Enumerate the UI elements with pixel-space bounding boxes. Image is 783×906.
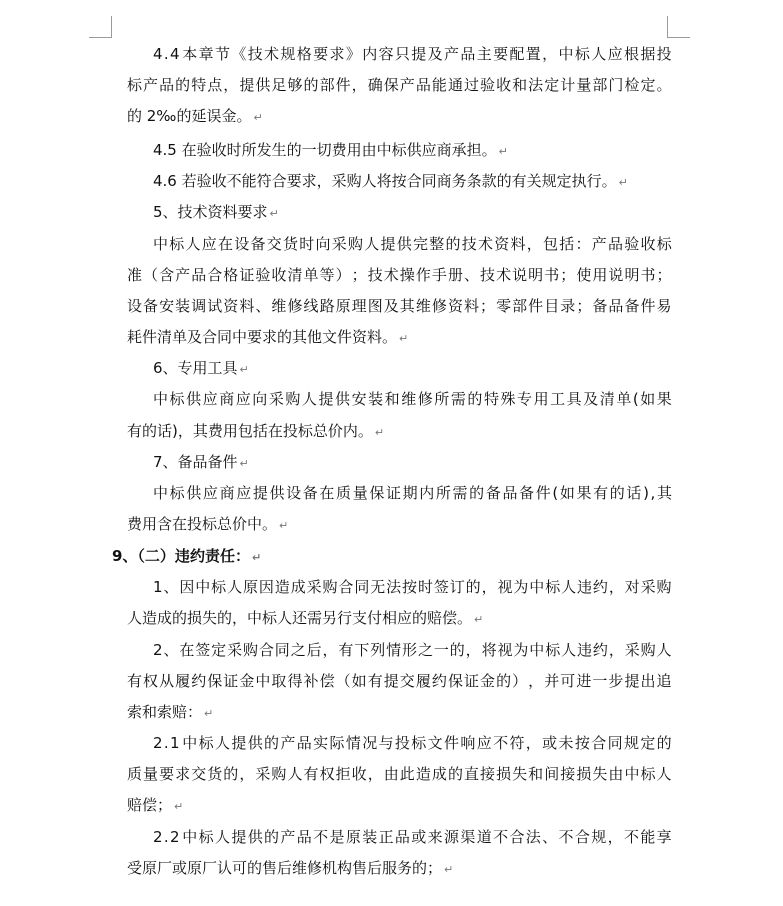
section-heading: 7、备品备件 ↵: [153, 453, 249, 471]
page-corner-mark-top-left: [111, 16, 112, 38]
text-line: 赔偿； ↵: [127, 796, 184, 814]
text-line: 的 2‰的延误金。 ↵: [127, 107, 263, 125]
paragraph-mark: ↵: [279, 519, 289, 532]
paragraph-mark: ↵: [253, 111, 263, 124]
text-line: 中 标 供 应 商 应 向 采 购 人 提 供 安 装 和 维 修 所 需 的 特 殊 专 用 工 具 及 清 单 ( 如 果: [153, 390, 672, 408]
paragraph-mark: ↵: [618, 176, 628, 189]
paragraph-mark: ↵: [204, 707, 214, 720]
paragraph-mark: ↵: [374, 426, 385, 439]
text-line: 4 . 4 本 章 节 《 技 术 规 格 要 求 》 内 容 只 提 及 产 品 主 要 配 置 ， 中 标 人 应 根 据 投: [153, 45, 672, 63]
section-heading: 5、技术资料要求 ↵: [153, 203, 279, 221]
paragraph-mark: ↵: [251, 551, 262, 564]
paragraph-mark: ↵: [498, 145, 508, 158]
paragraph-mark: ↵: [399, 332, 409, 345]
text-line: 1 、 因 中 标 人 原 因 造 成 采 购 合 同 无 法 按 时 签 订 的 ， 视 为 中 标 人 违 约 ， 对 采 购: [153, 578, 672, 596]
text-line: 2 、 在 签 定 采 购 合 同 之 后 ， 有 下 列 情 形 之 一 的 ， 将 视 为 中 标 人 违 约 ， 采 购 人: [153, 641, 672, 659]
page-corner-mark-top-right: [667, 16, 668, 38]
paragraph-mark: ↵: [174, 800, 184, 813]
text-line: 4.6 若验收不能符合要求，采购人将按合同商务条款的有关规定执行。 ↵: [153, 172, 628, 190]
text-line: 中 标 供 应 商 应 提 供 设 备 在 质 量 保 证 期 内 所 需 的 备 品 备 件 ( 如 果 有 的 话 ) , 其: [153, 484, 672, 502]
text-line: 准 （ 含 产 品 合 格 证 验 收 清 单 等 ） ； 技 术 操 作 手 册 、 技 术 说 明 书 ； 使 用 说 明 书 ；: [127, 266, 672, 284]
text-line: 索和索赔： ↵: [127, 703, 214, 721]
text-line: 设 备 安 装 调 试 资 料 、 维 修 线 路 原 理 图 及 其 维 修 资 料 ； 零 部 件 目 录 ； 备 品 备 件 易: [127, 297, 672, 315]
paragraph-mark: ↵: [474, 613, 484, 626]
text-line: 人造成的损失的，中标人还需另行支付相应的赔偿。 ↵: [127, 609, 484, 627]
section-heading-breach-liability: 9、（二）违约责任： ↵: [112, 547, 262, 565]
text-line: 耗件清单及合同中要求的其他文件资料。 ↵: [127, 328, 409, 346]
text-line: 4.5 在验收时所发生的一切费用由中标供应商承担。 ↵: [153, 141, 508, 159]
section-heading: 6、专用工具 ↵: [153, 359, 249, 377]
text-line: 有的话)，其费用包括在投标总价内。 ↵: [127, 422, 385, 440]
page-corner-mark-top-right: [668, 37, 690, 38]
paragraph-mark: ↵: [269, 207, 279, 220]
paragraph-mark: ↵: [239, 363, 249, 376]
text-line: 有 权 从 履 约 保 证 金 中 取 得 补 偿 （ 如 有 提 交 履 约 保 证 金 的 ） ， 并 可 进 一 步 提 出 追: [127, 672, 672, 690]
text-line: 质 量 要 求 交 货 的 ， 采 购 人 有 权 拒 收 ， 由 此 造 成 的 直 接 损 失 和 间 接 损 失 由 中 标 人: [127, 765, 672, 783]
text-line: 受原厂或原厂认可的售后维修机构售后服务的； ↵: [127, 859, 454, 877]
text-line: 费用含在投标总价中。 ↵: [127, 515, 289, 533]
text-line: 2 . 1 中 标 人 提 供 的 产 品 实 际 情 况 与 投 标 文 件 响 应 不 符 ， 或 未 按 合 同 规 定 的: [153, 734, 672, 752]
text-line: 中 标 人 应 在 设 备 交 货 时 向 采 购 人 提 供 完 整 的 技 术 资 料 ， 包 括 ： 产 品 验 收 标: [153, 235, 672, 253]
paragraph-mark: ↵: [239, 457, 249, 470]
paragraph-mark: ↵: [444, 863, 454, 876]
text-line: 标 产 品 的 特 点 ， 提 供 足 够 的 部 件 ， 确 保 产 品 能 通 过 验 收 和 法 定 计 量 部 门 检 定 。: [127, 76, 672, 94]
page-corner-mark-top-left: [89, 37, 111, 38]
text-line: 2 . 2 中 标 人 提 供 的 产 品 不 是 原 装 正 品 或 来 源 渠 道 不 合 法 、 不 合 规 ， 不 能 享: [153, 828, 672, 846]
